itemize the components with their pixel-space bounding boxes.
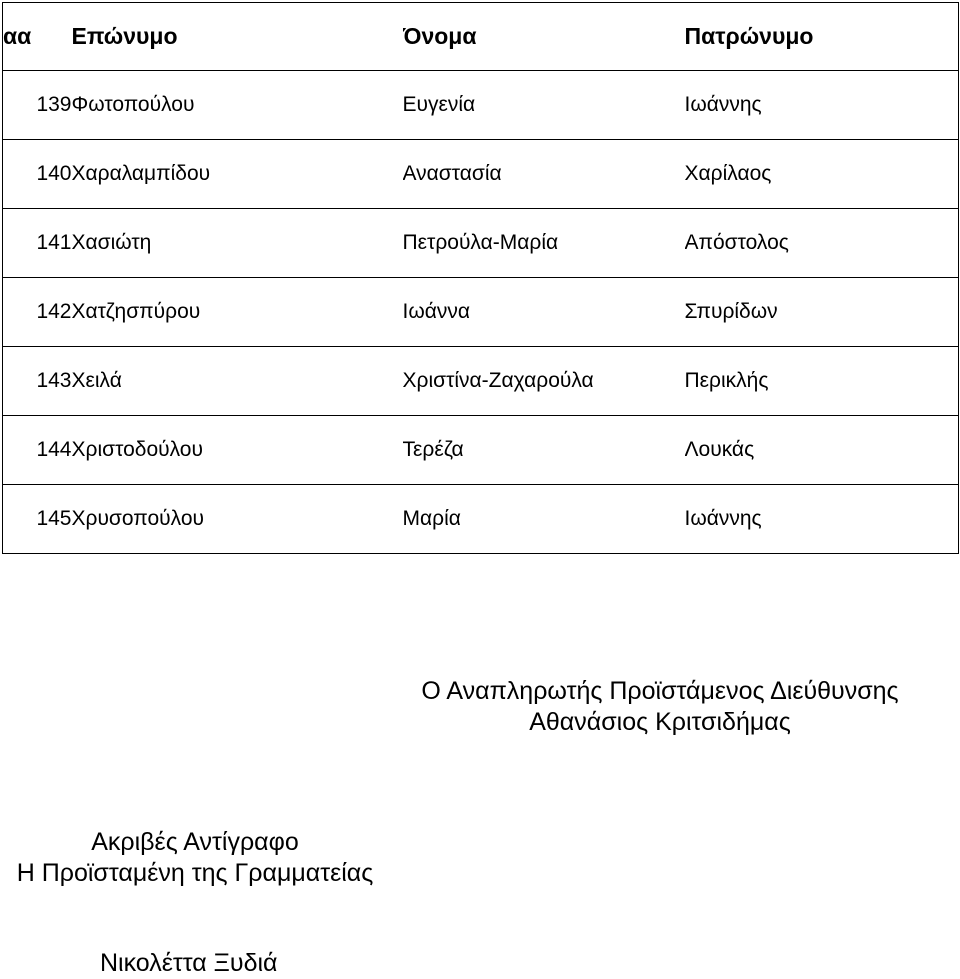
- cell-aa: 145: [3, 485, 72, 554]
- cell-name: Ιωάννα: [403, 278, 685, 347]
- cell-surname: Χρυσοπούλου: [72, 485, 403, 554]
- cell-name: Ευγενία: [403, 71, 685, 140]
- cell-father: Ιωάννης: [685, 71, 959, 140]
- deputy-director-title: Ο Αναπληρωτής Προϊστάμενος Διεύθυνσης: [421, 677, 899, 705]
- cell-surname: Χριστοδούλου: [72, 416, 403, 485]
- cell-aa: 143: [3, 347, 72, 416]
- cell-father: Λουκάς: [685, 416, 959, 485]
- cell-name: Αναστασία: [403, 140, 685, 209]
- table-row: [3, 140, 959, 209]
- cell-surname: Χαραλαμπίδου: [72, 140, 403, 209]
- cell-name: Πετρούλα-Μαρία: [403, 209, 685, 278]
- cell-name: Χριστίνα-Ζαχαρούλα: [403, 347, 685, 416]
- deputy-director-name: Αθανάσιος Κριτσιδήμας: [529, 708, 791, 736]
- cell-father: Χαρίλαος: [685, 140, 959, 209]
- secretariat-head-name: Νικολέττα Ξυδιά: [100, 949, 278, 977]
- cell-aa: 144: [3, 416, 72, 485]
- cell-aa: 140: [3, 140, 72, 209]
- table-row: [3, 278, 959, 347]
- cell-father: Ιωάννης: [685, 485, 959, 554]
- header-name: Όνομα: [403, 3, 685, 71]
- secretariat-head-title: Η Προϊσταμένη της Γραμματείας: [16, 859, 374, 887]
- cell-name: Τερέζα: [403, 416, 685, 485]
- cell-father: Σπυρίδων: [685, 278, 959, 347]
- deputy-director-signature-block: [380, 676, 940, 738]
- header-surname: Επώνυμο: [72, 3, 403, 71]
- table-row: [3, 209, 959, 278]
- table-row: [3, 347, 959, 416]
- cell-father: Απόστολος: [685, 209, 959, 278]
- table-row: [3, 416, 959, 485]
- cell-surname: Χειλά: [72, 347, 403, 416]
- cell-father: Περικλής: [685, 347, 959, 416]
- cell-aa: 141: [3, 209, 72, 278]
- cell-surname: Χασιώτη: [72, 209, 403, 278]
- table-row: [3, 485, 959, 554]
- header-row: [3, 3, 959, 71]
- cell-aa: 142: [3, 278, 72, 347]
- roster-table-body: [3, 71, 959, 554]
- certified-copy-block: [0, 827, 390, 889]
- header-aa: αα: [3, 3, 72, 71]
- cell-surname: Χατζησπύρου: [72, 278, 403, 347]
- header-father: Πατρώνυμο: [685, 3, 959, 71]
- table-row: [3, 71, 959, 140]
- roster-table: [2, 2, 959, 554]
- roster-table-header: [3, 3, 959, 71]
- cell-aa: 139: [3, 71, 72, 140]
- cell-name: Μαρία: [403, 485, 685, 554]
- certified-copy-label: Ακριβές Αντίγραφο: [91, 828, 299, 856]
- cell-surname: Φωτοπούλου: [72, 71, 403, 140]
